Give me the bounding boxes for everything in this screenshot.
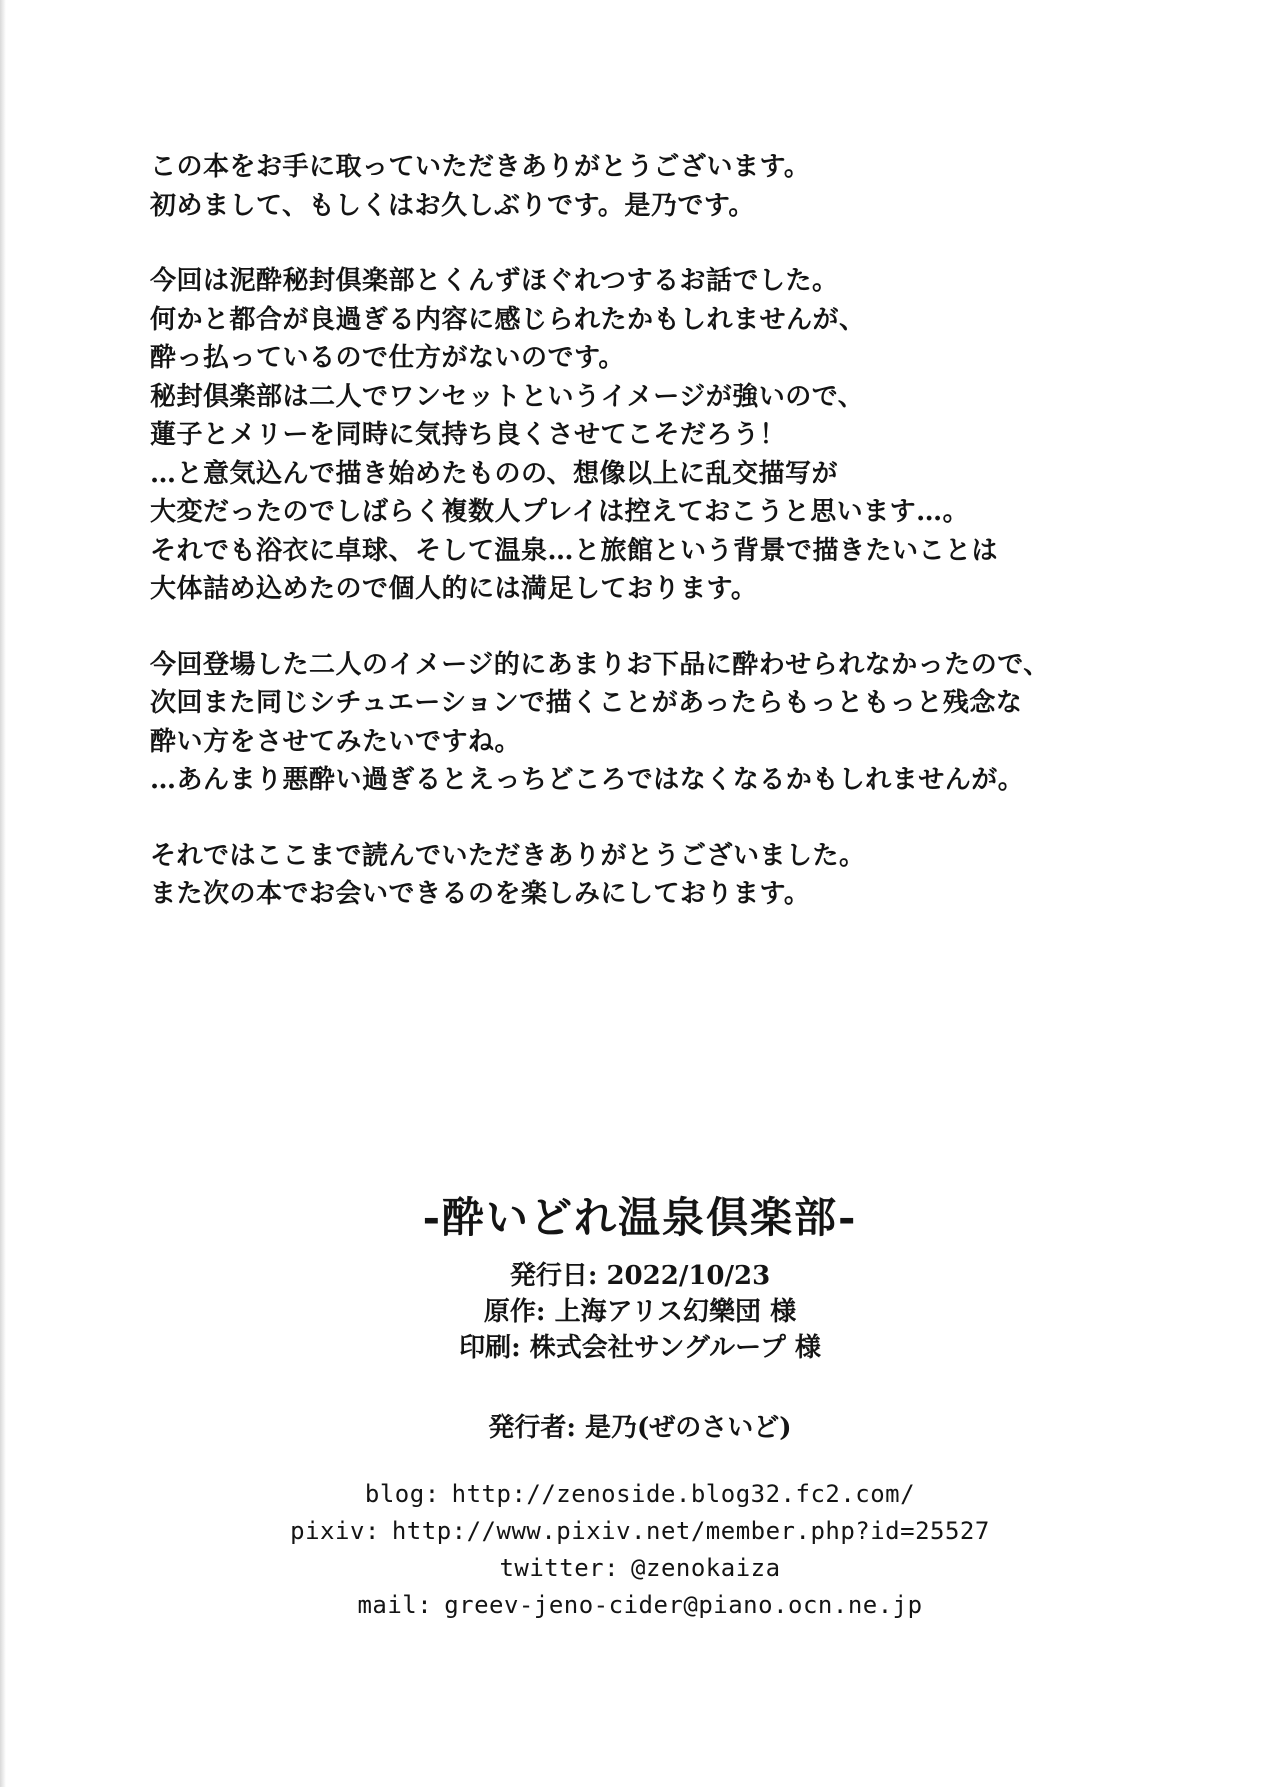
afterword-line: それではここまで読んでいただきありがとうございました。 — [150, 840, 866, 871]
afterword-line: 今回登場した二人のイメージ的にあまりお下品に酔わせられなかったので、 — [150, 649, 1050, 680]
contact-mail — [0, 1587, 1280, 1624]
afterword-line: …あんまり悪酔い過ぎるとえっちどころではなくなるかもしれませんが。 — [150, 765, 1025, 795]
printer: 印刷: 株式会社サングループ 様 — [459, 1333, 821, 1363]
contact-pixiv — [0, 1513, 1280, 1550]
original-work: 原作: 上海アリス幻樂団 様 — [483, 1297, 797, 1327]
contact-label: mail: — [357, 1591, 433, 1619]
contact-label: pixiv: — [290, 1517, 380, 1545]
contact-blog — [0, 1476, 1280, 1513]
contact-label: twitter: — [499, 1554, 620, 1582]
contact-value: greev-jeno-cider@piano.ocn.ne.jp — [444, 1591, 923, 1619]
afterword-paragraph-2 — [150, 262, 1170, 609]
afterword-line: 酔っ払っているので仕方がないのです。 — [150, 343, 625, 373]
afterword-line: 蓮子とメリーを同時に気持ち良くさせてこそだろう！ — [150, 420, 787, 450]
afterword-text — [150, 148, 1170, 951]
issue-date: 発行日: 2022/10/23 — [509, 1261, 771, 1291]
afterword-line: 何かと都合が良過ぎる内容に感じられたかもしれませんが、 — [150, 304, 866, 335]
contact-value: @zenokaiza — [631, 1554, 781, 1582]
afterword-line: 今回は泥酔秘封倶楽部とくんずほぐれつするお話でした。 — [150, 266, 839, 296]
afterword-paragraph-1 — [150, 148, 1170, 225]
contact-value: http://zenoside.blog32.fc2.com/ — [451, 1480, 916, 1508]
colophon-info — [0, 1258, 1280, 1366]
afterword-line: 酔い方をさせてみたいですね。 — [150, 726, 522, 757]
afterword-line: この本をお手に取っていただきありがとうございます。 — [150, 152, 811, 182]
afterword-line: それでも浴衣に卓球、そして温泉…と旅館という背景で描きたいことは — [150, 535, 999, 566]
afterword-line: 大変だったのでしばらく複数人プレイは控えておこうと思います…。 — [150, 497, 970, 527]
afterword-line: また次の本でお会いできるのを楽しみにしております。 — [150, 879, 811, 909]
afterword-paragraph-3 — [150, 646, 1170, 800]
publisher: 発行者: 是乃(ぜのさいど) — [488, 1413, 792, 1443]
afterword-paragraph-4 — [150, 837, 1170, 914]
book-title: -酔いどれ温泉倶楽部- — [422, 1193, 858, 1242]
afterword-line: 秘封倶楽部は二人でワンセットというイメージが強いので、 — [150, 381, 865, 412]
afterword-line: 初めまして、もしくはお久しぶりです。是乃です。 — [150, 190, 755, 221]
contact-value: http://www.pixiv.net/member.php?id=25527 — [391, 1517, 990, 1545]
afterword-line: 大体詰め込めたので個人的には満足しております。 — [150, 574, 758, 604]
contact-twitter — [0, 1550, 1280, 1587]
afterword-line: 次回また同じシチュエーションで描くことがあったらもっともっと残念な — [150, 688, 1023, 718]
contact-label: blog: — [364, 1480, 440, 1508]
contact-list — [0, 1476, 1280, 1624]
afterword-line: …と意気込んで描き始めたものの、想像以上に乱交描写が — [150, 458, 838, 489]
